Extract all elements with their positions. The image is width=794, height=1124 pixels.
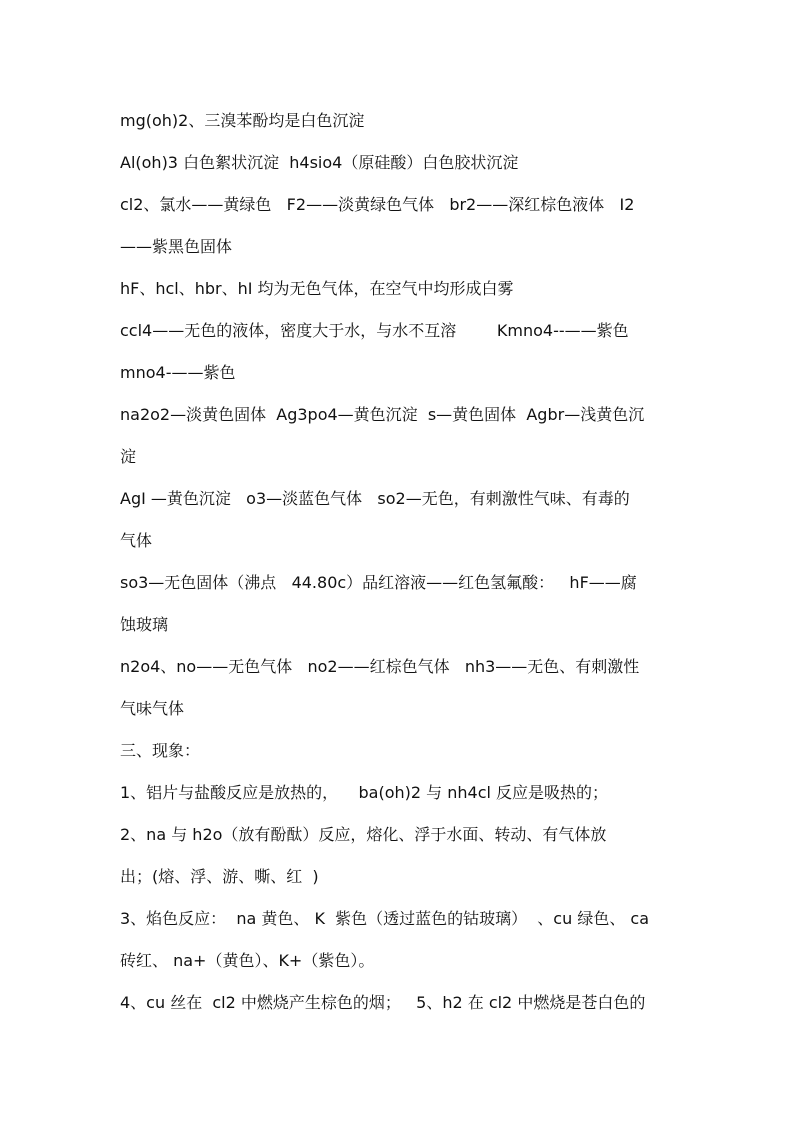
text-line: 2、na 与 h2o（放有酚酞）反应，熔化、浮于水面、转动、有气体放 — [120, 825, 607, 844]
text-line: mno4-——紫色 — [120, 363, 236, 382]
text-line: 3、焰色反应： na 黄色、 K 紫色（透过蓝色的钴玻璃） 、cu 绿色、 ca — [120, 909, 650, 928]
document-body — [120, 100, 700, 1024]
text-line: AgI —黄色沉淀 o3—淡蓝色气体 so2—无色，有刺激性气味、有毒的 — [120, 489, 630, 508]
text-line: 淀 — [120, 447, 137, 466]
text-line: n2o4、no——无色气体 no2——红棕色气体 nh3——无色、有刺激性 — [120, 657, 640, 676]
text-line: 气体 — [120, 531, 153, 550]
text-line: hF、hcl、hbr、hI 均为无色气体，在空气中均形成白雾 — [120, 279, 514, 298]
text-line: Al(oh)3 白色絮状沉淀 h4sio4（原硅酸）白色胶状沉淀 — [120, 153, 519, 172]
text-line: mg(oh)2、三溴苯酚均是白色沉淀 — [120, 111, 365, 130]
section-heading: 三、现象： — [120, 741, 201, 760]
text-line: cl2、氯水——黄绿色 F2——淡黄绿色气体 br2——深红棕色液体 I2 — [120, 195, 635, 214]
text-line: na2o2—淡黄色固体 Ag3po4—黄色沉淀 s—黄色固体 Agbr—浅黄色沉 — [120, 405, 645, 424]
text-line: 4、cu 丝在 cl2 中燃烧产生棕色的烟； 5、h2 在 cl2 中燃烧是苍白色的 — [120, 993, 646, 1012]
text-line: 砖红、 na+（黄色）、K+（紫色）。 — [120, 951, 375, 970]
text-line: ——紫黑色固体 — [120, 237, 233, 256]
text-line: ccl4——无色的液体，密度大于水，与水不互溶 Kmno4--——紫色 — [120, 321, 629, 340]
text-line: 1、铝片与盐酸反应是放热的， ba(oh)2 与 nh4cl 反应是吸热的； — [120, 783, 609, 802]
text-line: 出；(熔、浮、游、嘶、红 ) — [120, 867, 319, 886]
text-line: 气味气体 — [120, 699, 185, 718]
text-line: so3—无色固体（沸点 44.80c）品红溶液——红色氢氟酸： hF——腐 — [120, 573, 637, 592]
text-line: 蚀玻璃 — [120, 615, 169, 634]
